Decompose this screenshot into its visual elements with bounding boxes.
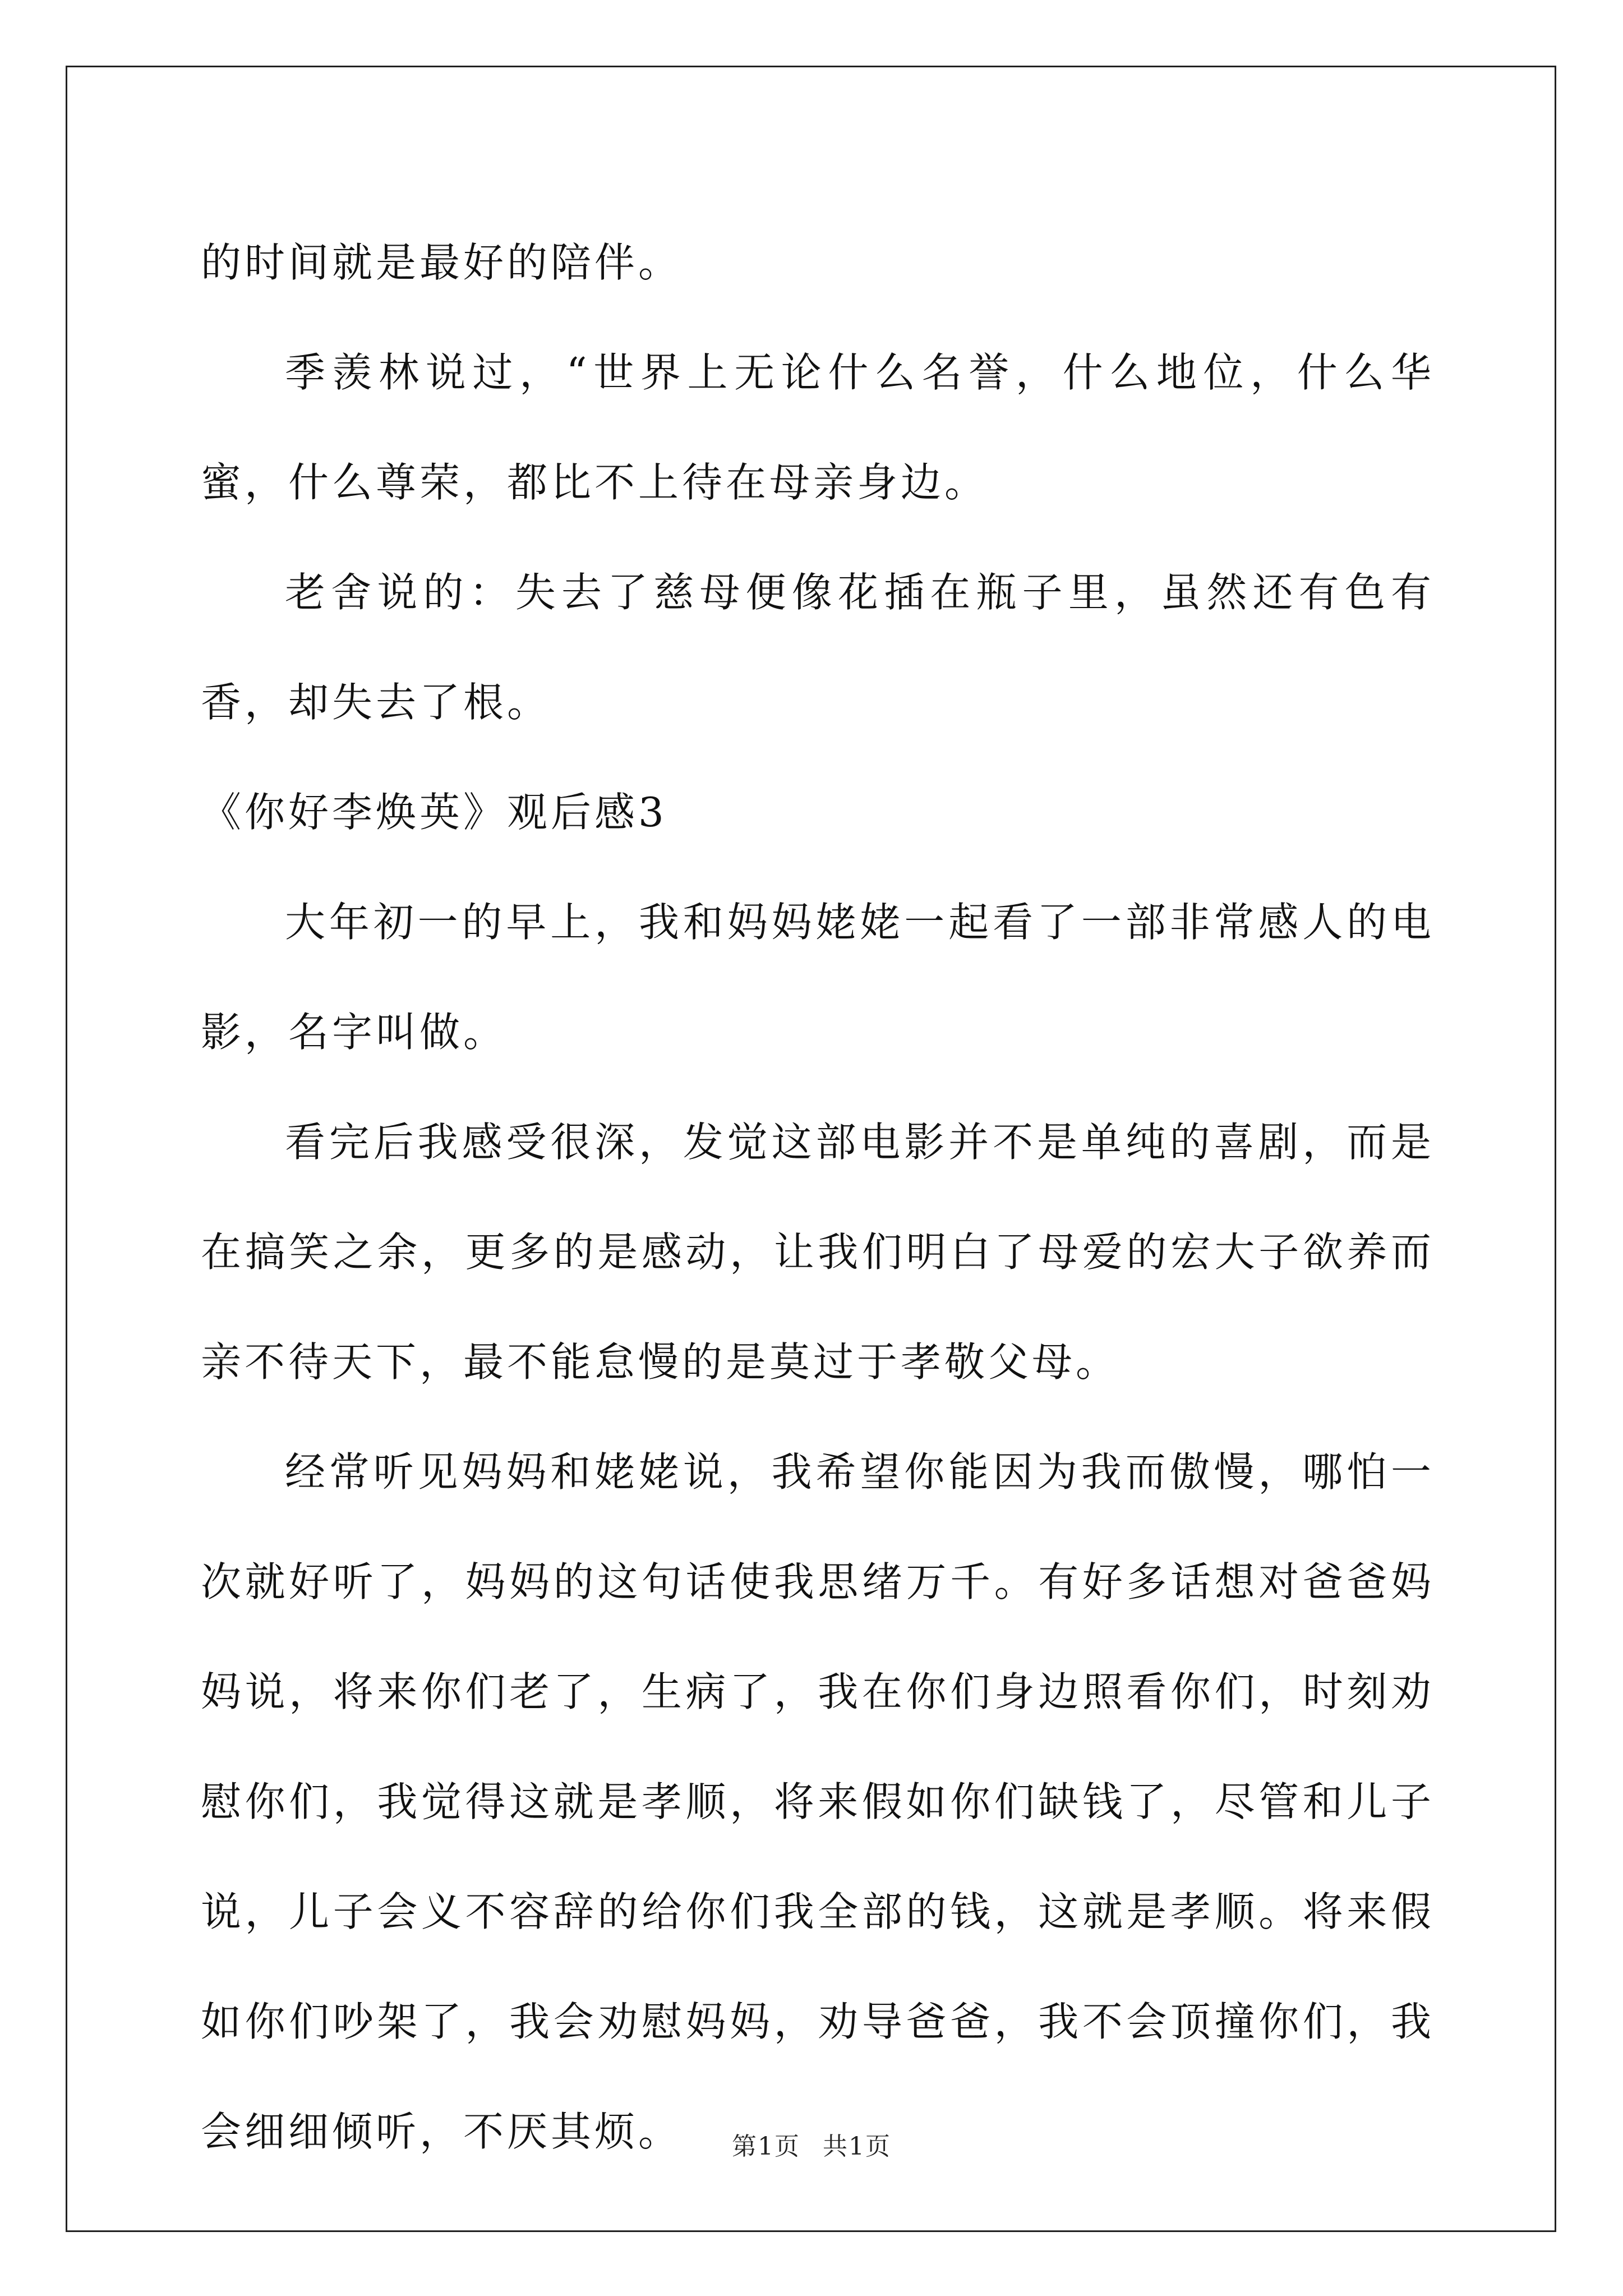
section-heading: 《你好李焕英》观后感3	[201, 789, 667, 836]
paragraph: 老舍说的：失去了慈母便像花插在瓶子里，虽然还有色有香，却失去了根。	[201, 569, 1435, 726]
paragraph: 的时间就是最好的陪伴。	[201, 239, 683, 286]
document-body	[201, 208, 1435, 2187]
paragraph: 经常听见妈妈和姥姥说，我希望你能因为我而傲慢，哪怕一次就好听了，妈妈的这句话使我思绪万千。有好多话想对爸爸妈妈说，将来你们老了，生病了，我在你们身边照看你们，时刻劝慰你们，我觉得这就是孝顺，将来假如你们缺钱了，尽管和儿子说，儿子会义不容辞的给你们我全部的钱，这就是孝顺。将来假如你们吵架了，我会劝慰妈妈，劝导爸爸，我不会顶撞你们，我会细细倾听，不厌其烦。	[201, 1448, 1435, 2155]
page-number: 第1页	[732, 2132, 800, 2161]
page-total: 共1页	[823, 2132, 891, 2161]
paragraph: 看完后我感受很深，发觉这部电影并不是单纯的喜剧，而是在搞笑之余，更多的是感动，让我们明白了母爱的宏大子欲养而亲不待天下，最不能怠慢的是莫过于孝敬父母。	[201, 1119, 1435, 1386]
paragraph: 季羡林说过，“世界上无论什么名誉，什么地位，什么华蜜，什么尊荣，都比不上待在母亲身边。	[201, 349, 1435, 506]
paragraph: 大年初一的早上，我和妈妈姥姥一起看了一部非常感人的电影，名字叫做。	[201, 899, 1435, 1056]
page-footer	[0, 2126, 1623, 2162]
